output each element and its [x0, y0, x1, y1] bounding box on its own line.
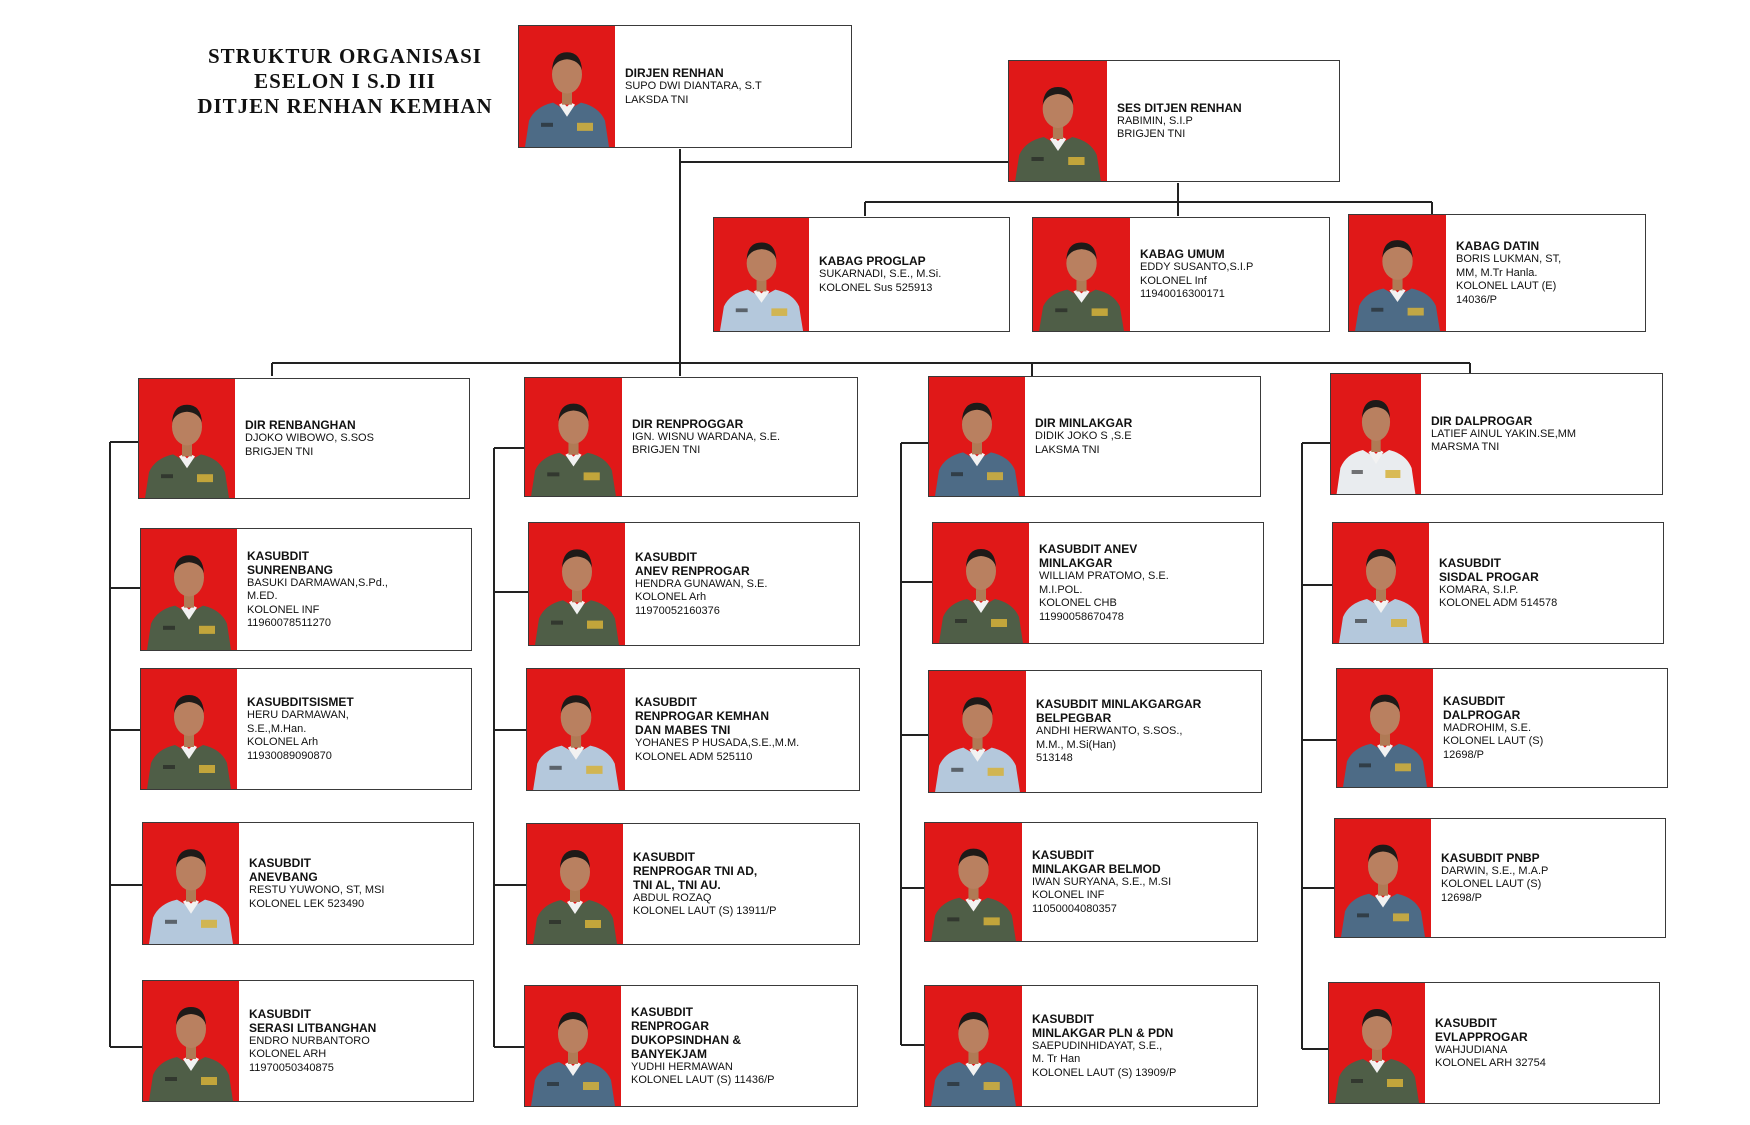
org-card-kasubdit-sisdal [1332, 522, 1664, 644]
person-detail: 11960078511270 [247, 617, 332, 629]
person-detail: SUPO DWI DIANTARA, S.T [625, 80, 762, 92]
person-detail: LAKSDA TNI [625, 93, 689, 106]
position-title: KASUBDIT MINLAKGARGAR [1036, 697, 1202, 712]
org-card-kasubdit-anev-renprogar [528, 522, 860, 646]
org-card-kasubdit-pnbp [1334, 818, 1666, 938]
person-detail: KOLONEL LAUT (S) [1441, 878, 1542, 891]
portrait-photo [925, 986, 1022, 1106]
person-detail: KOLONEL ARH 32754 [1435, 1057, 1546, 1069]
person-detail: MM, M.Tr Hanla. [1456, 266, 1538, 279]
org-card-kasubdit-renprogar-kemhan [526, 668, 860, 791]
position-title: DIR RENBANGHAN [245, 418, 356, 432]
portrait-photo [929, 671, 1026, 792]
position-title: KASUBDIT [633, 849, 695, 864]
person-detail: LAKSMA TNI [1035, 443, 1100, 456]
person-detail: BRIGJEN TNI [632, 444, 701, 456]
position-title: KASUBDIT [1439, 555, 1501, 570]
person-detail: SAEPUDINHIDAYAT, S.E., [1032, 1039, 1163, 1052]
person-detail: MARSMA TNI [1431, 441, 1500, 453]
person-detail: KOLONEL LAUT (S) [1443, 735, 1544, 748]
card-info [1032, 986, 1255, 1106]
card-info [819, 218, 1007, 331]
person-detail: WILLIAM PRATOMO, S.E. [1039, 570, 1169, 582]
card-info [1431, 374, 1660, 494]
person-detail: KOLONEL LAUT (E) [1456, 280, 1557, 292]
card-info [1032, 823, 1255, 941]
person-detail: DJOKO WIBOWO, S.SOS [245, 432, 374, 444]
portrait-photo [139, 379, 235, 498]
person-detail: 11970052160376 [635, 604, 720, 617]
card-info [1439, 523, 1661, 643]
card-info [632, 378, 855, 496]
person-detail: IGN. WISNU WARDANA, S.E. [632, 430, 781, 443]
person-detail: EDDY SUSANTO,S.I.P [1140, 261, 1254, 274]
card-info [1035, 377, 1258, 496]
position-title: DIR MINLAKGAR [1035, 416, 1133, 430]
person-detail: 12698/P [1441, 891, 1482, 904]
person-detail: M.M., M.Si(Han) [1036, 738, 1117, 751]
person-detail: BRIGJEN TNI [1117, 128, 1186, 140]
person-detail: ABDUL ROZAQ [633, 891, 712, 904]
person-detail: KOLONEL INF [1032, 889, 1105, 902]
position-title: KASUBDITSISMET [247, 695, 354, 709]
person-detail: KOLONEL Arh [247, 736, 319, 748]
person-detail: YOHANES P HUSADA,S.E.,M.M. [635, 737, 800, 749]
person-detail: KOLONEL INF [247, 603, 320, 616]
org-card-kasubdit-sisismet [140, 668, 472, 790]
position-title: SES DITJEN RENHAN [1117, 100, 1242, 115]
portrait-photo [1331, 374, 1421, 494]
portrait-photo [527, 669, 625, 790]
org-card-kasubdit-serasi [142, 980, 474, 1102]
person-detail: 14036/P [1456, 293, 1497, 306]
card-info [1140, 218, 1327, 331]
position-title: KASUBDIT [635, 695, 697, 709]
portrait-photo [143, 823, 239, 944]
position-title: KASUBDIT [1435, 1015, 1497, 1030]
person-detail: 11990058670478 [1039, 610, 1124, 623]
person-detail: 11930089090870 [247, 749, 332, 762]
portrait-photo [1333, 523, 1429, 643]
position-title: KASUBDIT [1443, 693, 1505, 708]
portrait-photo [141, 529, 237, 650]
portrait-photo [527, 824, 623, 944]
portrait-photo [519, 26, 615, 147]
position-title: SERASI LITBANGHAN [249, 1020, 377, 1035]
position-title: KABAG UMUM [1140, 247, 1225, 262]
org-card-kasubdit-evlapprogar [1328, 982, 1660, 1104]
org-card-kasubdit-belpegbar [928, 670, 1262, 793]
card-info [1039, 523, 1261, 643]
position-title: DUKOPSINDHAN & [631, 1032, 742, 1047]
person-detail: 513148 [1036, 752, 1073, 765]
card-info [1117, 61, 1337, 181]
position-title: MINLAKGAR [1039, 556, 1113, 570]
position-title: DIR RENPROGGAR [632, 416, 744, 431]
position-title: DALPROGAR [1443, 707, 1521, 722]
position-title: SUNRENBANG [247, 562, 334, 577]
org-card-kabag-umum [1032, 217, 1330, 332]
person-detail: KOLONEL LEK 523490 [249, 897, 365, 910]
org-card-kasubdit-dalprogar [1336, 668, 1668, 788]
chart-title-line: ESELON I S.D III [254, 69, 436, 93]
position-title: BANYEKJAM [631, 1046, 708, 1061]
org-card-dir-renbanghan [138, 378, 470, 499]
org-card-kasubdit-renprogar-tni [526, 823, 860, 945]
person-detail: KOLONEL ARH [249, 1048, 327, 1061]
position-title: KASUBDIT [249, 1006, 311, 1021]
person-detail: RESTU YUWONO, ST, MSI [249, 884, 385, 896]
org-card-kasubdit-sunrenbang [140, 528, 472, 651]
person-detail: M.I.POL. [1039, 583, 1083, 596]
person-detail: YUDHI HERMAWAN [631, 1060, 733, 1073]
portrait-photo [1349, 215, 1446, 331]
person-detail: KOLONEL LAUT (S) 13909/P [1032, 1066, 1177, 1079]
person-detail: LATIEF AINUL YAKIN.SE,MM [1431, 427, 1577, 440]
org-card-dir-minlakgar [928, 376, 1261, 497]
position-title: KASUBDIT [249, 856, 311, 870]
person-detail: IWAN SURYANA, S.E., M.SI [1032, 875, 1172, 888]
position-title: ANEVBANG [249, 870, 318, 884]
portrait-photo [529, 523, 625, 645]
person-detail: DIDIK JOKO S ,S.E [1035, 430, 1132, 442]
person-detail: HERU DARMAWAN, [247, 709, 349, 721]
org-card-dir-dalprogar [1330, 373, 1663, 495]
portrait-photo [933, 523, 1029, 643]
org-card-ses [1008, 60, 1340, 182]
person-detail: DARWIN, S.E., M.A.P [1441, 864, 1549, 877]
position-title: SISDAL PROGAR [1439, 569, 1539, 584]
card-info [635, 523, 857, 645]
person-detail: 11970050340875 [249, 1061, 334, 1074]
person-detail: HENDRA GUNAWAN, S.E. [635, 577, 768, 590]
card-info [1036, 671, 1259, 792]
person-detail: RABIMIN, S.I.P [1117, 114, 1193, 127]
org-card-dir-renproggar [524, 377, 858, 497]
position-title: MINLAKGAR BELMOD [1032, 861, 1161, 876]
person-detail: KOLONEL LAUT (S) 13911/P [633, 905, 777, 917]
position-title: RENPROGAR KEMHAN [635, 709, 770, 723]
chart-title-line: STRUKTUR ORGANISASI [208, 44, 482, 68]
card-info [625, 26, 849, 147]
org-card-kasubdit-anev-minlakgar [932, 522, 1264, 644]
position-title: KABAG DATIN [1456, 239, 1540, 253]
card-info [633, 824, 857, 944]
org-card-kasubdit-belmod [924, 822, 1258, 942]
position-title: DAN MABES TNI [635, 723, 731, 737]
position-title: KASUBDIT ANEV [1039, 542, 1138, 556]
card-info [1435, 983, 1657, 1103]
org-card-kasubdit-renprogar-dukops [524, 985, 858, 1107]
position-title: KASUBDIT [1032, 847, 1094, 862]
org-card-kasubdit-pln-pdn [924, 985, 1258, 1107]
person-detail: KOLONEL CHB [1039, 597, 1117, 609]
portrait-photo [1033, 218, 1130, 331]
person-detail: SUKARNADI, S.E., M.Si. [819, 268, 942, 280]
person-detail: BASUKI DARMAWAN,S.Pd., [247, 576, 388, 589]
person-detail: S.E.,M.Han. [247, 722, 307, 735]
person-detail: 11050004080357 [1032, 902, 1117, 915]
person-detail: KOLONEL Sus 525913 [819, 281, 933, 294]
portrait-photo [1329, 983, 1425, 1103]
portrait-photo [925, 823, 1022, 941]
position-title: KASUBDIT [247, 548, 309, 563]
portrait-photo [525, 378, 622, 496]
position-title: KASUBDIT [1032, 1011, 1094, 1026]
position-title: RENPROGAR TNI AD, [633, 863, 758, 878]
org-card-kabag-datin [1348, 214, 1646, 332]
position-title: EVLAPPROGAR [1435, 1029, 1528, 1044]
org-card-dirjen [518, 25, 852, 148]
position-title: MINLAKGAR PLN & PDN [1032, 1025, 1174, 1040]
person-detail: KOLONEL Arh [635, 591, 707, 604]
person-detail: KOMARA, S.I.P. [1439, 583, 1519, 596]
position-title: KASUBDIT PNBP [1441, 850, 1540, 865]
portrait-photo [1009, 61, 1107, 181]
portrait-photo [929, 377, 1025, 496]
person-detail: 11940016300171 [1140, 288, 1225, 301]
person-detail: M.ED. [247, 590, 278, 602]
person-detail: 12698/P [1443, 748, 1484, 761]
position-title: DIRJEN RENHAN [625, 66, 724, 80]
position-title: DIR DALPROGAR [1431, 413, 1533, 428]
person-detail: M. Tr Han [1032, 1053, 1081, 1066]
card-info [249, 981, 471, 1101]
person-detail: BORIS LUKMAN, ST, [1456, 253, 1562, 265]
card-info [635, 669, 857, 790]
card-info [1456, 215, 1643, 331]
person-detail: MADROHIM, S.E. [1443, 721, 1532, 734]
card-info [247, 669, 469, 789]
chart-title-line: DITJEN RENHAN KEMHAN [197, 94, 493, 118]
person-detail: KOLONEL ADM 525110 [635, 750, 753, 763]
org-card-kabag-proglap [713, 217, 1010, 332]
person-detail: BRIGJEN TNI [245, 445, 314, 458]
person-detail: WAHJUDIANA [1435, 1043, 1508, 1056]
card-info [631, 986, 855, 1106]
position-title: TNI AL, TNI AU. [633, 877, 721, 892]
person-detail: KOLONEL ADM 514578 [1439, 597, 1558, 609]
portrait-photo [714, 218, 809, 331]
position-title: KASUBDIT [635, 549, 697, 564]
card-info [247, 529, 469, 650]
person-detail: ENDRO NURBANTORO [249, 1034, 370, 1047]
org-card-kasubdit-anevbang [142, 822, 474, 945]
person-detail: KOLONEL Inf [1140, 274, 1207, 287]
position-title: RENPROGAR [631, 1018, 710, 1033]
position-title: ANEV RENPROGAR [635, 563, 750, 578]
position-title: BELPEGBAR [1036, 711, 1112, 726]
card-info [1441, 819, 1663, 937]
card-info [245, 379, 467, 498]
position-title: KABAG PROGLAP [819, 254, 926, 268]
position-title: KASUBDIT [631, 1004, 693, 1019]
card-info [249, 823, 471, 944]
card-info [1443, 669, 1665, 787]
portrait-photo [1335, 819, 1431, 937]
portrait-photo [525, 986, 621, 1106]
person-detail: ANDHI HERWANTO, S.SOS., [1036, 725, 1183, 738]
person-detail: KOLONEL LAUT (S) 11436/P [631, 1074, 775, 1086]
portrait-photo [141, 669, 237, 789]
portrait-photo [143, 981, 239, 1101]
chart-title [180, 44, 510, 119]
portrait-photo [1337, 669, 1433, 787]
